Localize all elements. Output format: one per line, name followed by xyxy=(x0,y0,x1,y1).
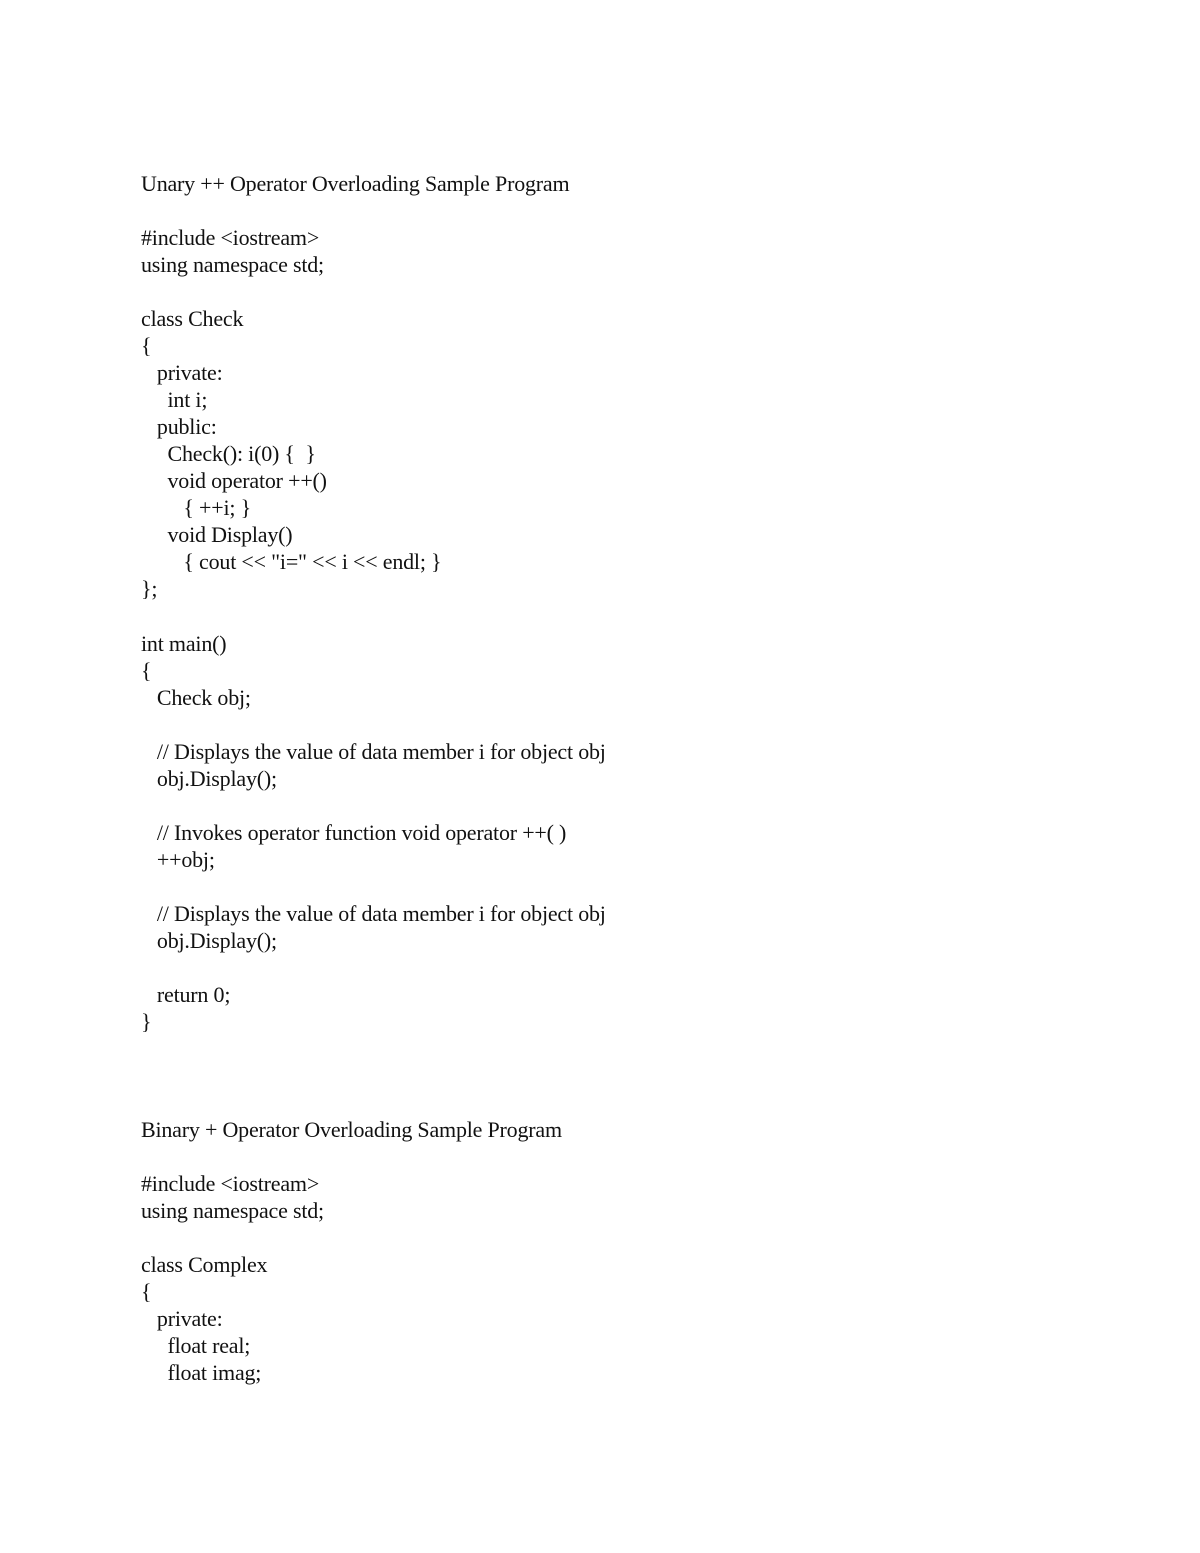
code-line: }; xyxy=(141,576,158,601)
section-title-unary: Unary ++ Operator Overloading Sample Program xyxy=(141,171,570,196)
code-line: private: xyxy=(141,360,223,385)
code-line: { xyxy=(141,333,152,358)
section-title-binary: Binary + Operator Overloading Sample Program xyxy=(141,1117,562,1142)
code-line: using namespace std; xyxy=(141,252,324,277)
code-line: private: xyxy=(141,1306,223,1331)
code-line: { ++i; } xyxy=(141,495,251,520)
code-line: class Complex xyxy=(141,1252,268,1277)
code-comment: // Displays the value of data member i for object obj xyxy=(141,901,606,926)
code-line: void operator ++() xyxy=(141,468,327,493)
code-line: using namespace std; xyxy=(141,1198,324,1223)
code-line: obj.Display(); xyxy=(141,928,277,953)
code-line: { cout << "i=" << i << endl; } xyxy=(141,549,442,574)
code-line: { xyxy=(141,658,152,683)
code-line: class Check xyxy=(141,306,244,331)
code-line: obj.Display(); xyxy=(141,766,277,791)
code-line: #include <iostream> xyxy=(141,1171,320,1196)
code-line: return 0; xyxy=(141,982,231,1007)
code-line: #include <iostream> xyxy=(141,225,320,250)
code-line: public: xyxy=(141,414,217,439)
code-line: float imag; xyxy=(141,1360,262,1385)
code-line: int main() xyxy=(141,631,227,656)
code-comment: // Displays the value of data member i for object obj xyxy=(141,739,606,764)
code-line: { xyxy=(141,1279,152,1304)
code-line: void Display() xyxy=(141,522,293,547)
code-line: Check(): i(0) { } xyxy=(141,441,316,466)
code-line: } xyxy=(141,1009,152,1034)
code-line: float real; xyxy=(141,1333,251,1358)
code-line: Check obj; xyxy=(141,685,251,710)
code-line: int i; xyxy=(141,387,208,412)
code-line: ++obj; xyxy=(141,847,215,872)
code-comment: // Invokes operator function void operator ++( ) xyxy=(141,820,567,845)
